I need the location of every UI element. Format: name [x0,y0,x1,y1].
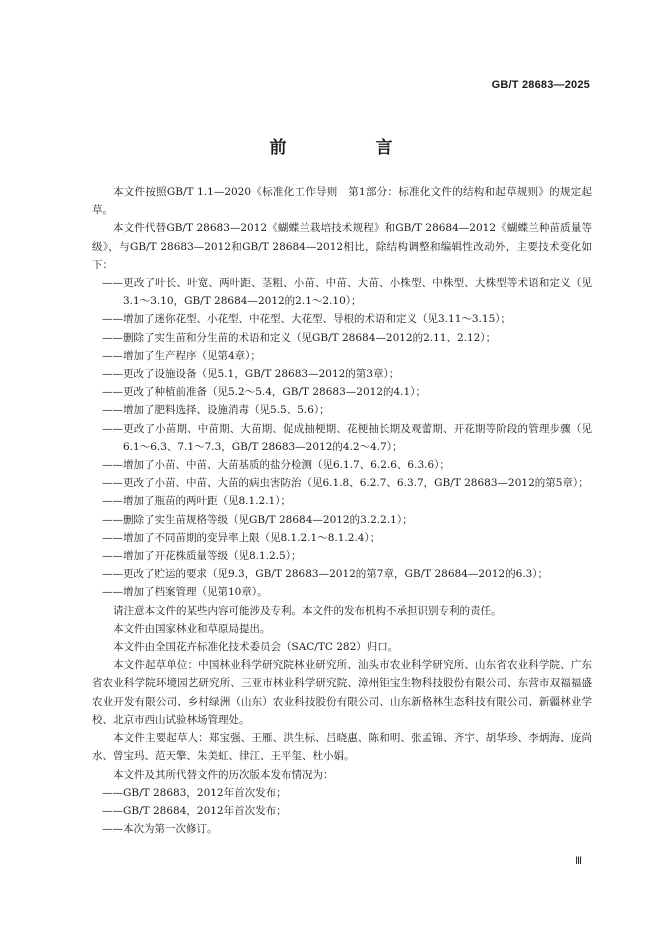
list-item [92,802,592,820]
dash-marker: —— [102,404,123,417]
list-item [92,420,592,456]
proposer-paragraph: 本文件由国家林业和草原局提出。 [113,622,271,635]
list-item-text: 增加了开花株质量等级（见8.1.2.5）； [123,550,302,563]
list-item [92,347,592,365]
list-item-text: 更改了贮运的要求（见9.3，GB/T 28683—2012的第7章，GB/T 28684—2012的6.3）； [123,568,549,581]
dash-marker: —— [102,550,123,563]
committee-paragraph: 本文件由全国花卉标准化技术委员会（SAC/TC 282）归口。 [113,641,399,654]
list-item-text: GB/T 28684，2012年首次发布； [123,804,287,817]
page-title: 前 言 [269,138,429,158]
dash-marker: —— [102,313,123,326]
dash-marker: —— [102,586,123,599]
page-number: Ⅲ [575,856,582,867]
list-item-text: 增加了瓶苗的两叶距（见8.1.2.1）； [123,495,291,508]
history-intro-paragraph: 本文件及其所代替文件的历次版本发布情况为： [113,768,334,781]
dash-marker: —— [102,804,123,817]
list-item [92,529,592,547]
list-item-text: 增加了档案管理（见第10章）。 [123,586,268,599]
list-item-text: 增加了不同苗期的变异率上限（见8.1.2.1～8.1.2.4）； [123,531,381,544]
list-item [92,492,592,510]
body-paragraph: 本文件按照GB/T 1.1—2020《标准化工作导则 第1部分：标准化文件的结构和起草规则》的规定起草。 [92,186,592,217]
list-item-text: 增加了肥料选择、设施消毒（见5.5、5.6）； [123,404,330,417]
list-item [92,401,592,419]
history-list [92,784,592,839]
list-item [92,310,592,328]
dash-marker: —— [102,568,123,581]
dash-marker: —— [102,422,123,435]
list-item-text: 更改了设施设备（见5.1，GB/T 28683—2012的第3章）； [123,368,400,381]
list-item [92,583,592,601]
dash-marker: —— [102,495,123,508]
list-item-text: 更改了小苗期、中苗期、大苗期、促成抽梗期、花梗抽长期及观蕾期、开花期等阶段的管理步骤（见6.1～6.3、7.1～7.3，GB/T 28683—2012的4.2～4.7）； [123,422,592,453]
list-item [92,784,592,802]
list-item-text: 更改了小苗、中苗、大苗的病虫害防治（见6.1.8、6.2.7、6.3.7，GB/T 28683—2012的第5章）； [123,477,589,490]
drafters-paragraph: 本文件主要起草人：郑宝强、王雁、洪生标、吕晓惠、陈和明、张孟锦、齐宇、胡华珍、李炳海、庞尚水、曾宝玛、范天擎、朱美虹、律江、王平玺、杜小娟。 [92,732,592,763]
dash-marker: —— [102,349,123,362]
dash-marker: —— [102,459,123,472]
list-item-text: 删除了实生苗规格等级（见GB/T 28684—2012的3.2.2.1）； [123,513,413,526]
list-item [92,274,592,310]
list-item [92,329,592,347]
drafting-units-paragraph: 本文件起草单位：中国林业科学研究院林业研究所、汕头市农业科学研究所、山东省农业科学院、广东省农业科学院环境园艺研究所、三亚市林业科学研究院、漳州钜宝生物科技股份有限公司、东营市双福福盛农业开发有限公司、乡村绿洲（山东）农业科技股份有限公司、山东新格林生态科技有限公司、新疆林业学校、北京市西山试验林场管理处。 [92,659,592,726]
list-item-text: 增加了生产程序（见第4章）； [123,349,261,362]
document-body [92,183,592,838]
dash-marker: —— [102,531,123,544]
list-item-text: 删除了实生苗和分生苗的术语和定义（见GB/T 28684—2012的2.11、2.12）； [123,331,497,344]
patent-notice: 请注意本文件的某些内容可能涉及专利。本文件的发布机构不承担识别专利的责任。 [113,604,502,617]
list-item [92,511,592,529]
list-item-text: 增加了迷你花型、小花型、中花型、大花型、导根的术语和定义（见3.11～3.15）； [123,313,512,326]
dash-marker: —— [102,386,123,399]
list-item-text: GB/T 28683，2012年首次发布； [123,786,287,799]
list-item [92,365,592,383]
dash-marker: —— [102,513,123,526]
list-item-text: 增加了小苗、中苗、大苗基质的盐分检测（见6.1.7、6.2.6、6.3.6）； [123,459,450,472]
dash-marker: —— [102,786,123,799]
list-item [92,474,592,492]
list-item [92,547,592,565]
list-item [92,456,592,474]
dash-marker: —— [102,277,123,290]
dash-marker: —— [102,823,123,836]
dash-marker: —— [102,477,123,490]
dash-marker: —— [102,331,123,344]
list-item [92,565,592,583]
list-item-text: 更改了叶长、叶宽、两叶距、茎粗、小苗、中苗、大苗、小株型、中株型、大株型等术语和定义（见3.1～3.10，GB/T 28684—2012的2.1～2.10）； [123,277,592,308]
list-item-text: 更改了种植前准备（见5.2～5.4，GB/T 28683—2012的4.1）； [123,386,426,399]
list-item-text: 本次为第一次修订。 [123,823,218,836]
body-paragraph: 本文件代替GB/T 28683—2012《蝴蝶兰栽培技术规程》和GB/T 28684—2012《蝴蝶兰种苗质量等级》，与GB/T 28683—2012和GB/T 28684—2012相比，除结构调整和编辑性改动外，主要技术变化如下： [92,222,592,271]
changes-list [92,274,592,602]
standard-code: GB/T 28683—2025 [491,79,590,91]
list-item [92,820,592,838]
dash-marker: —— [102,368,123,381]
list-item [92,383,592,401]
